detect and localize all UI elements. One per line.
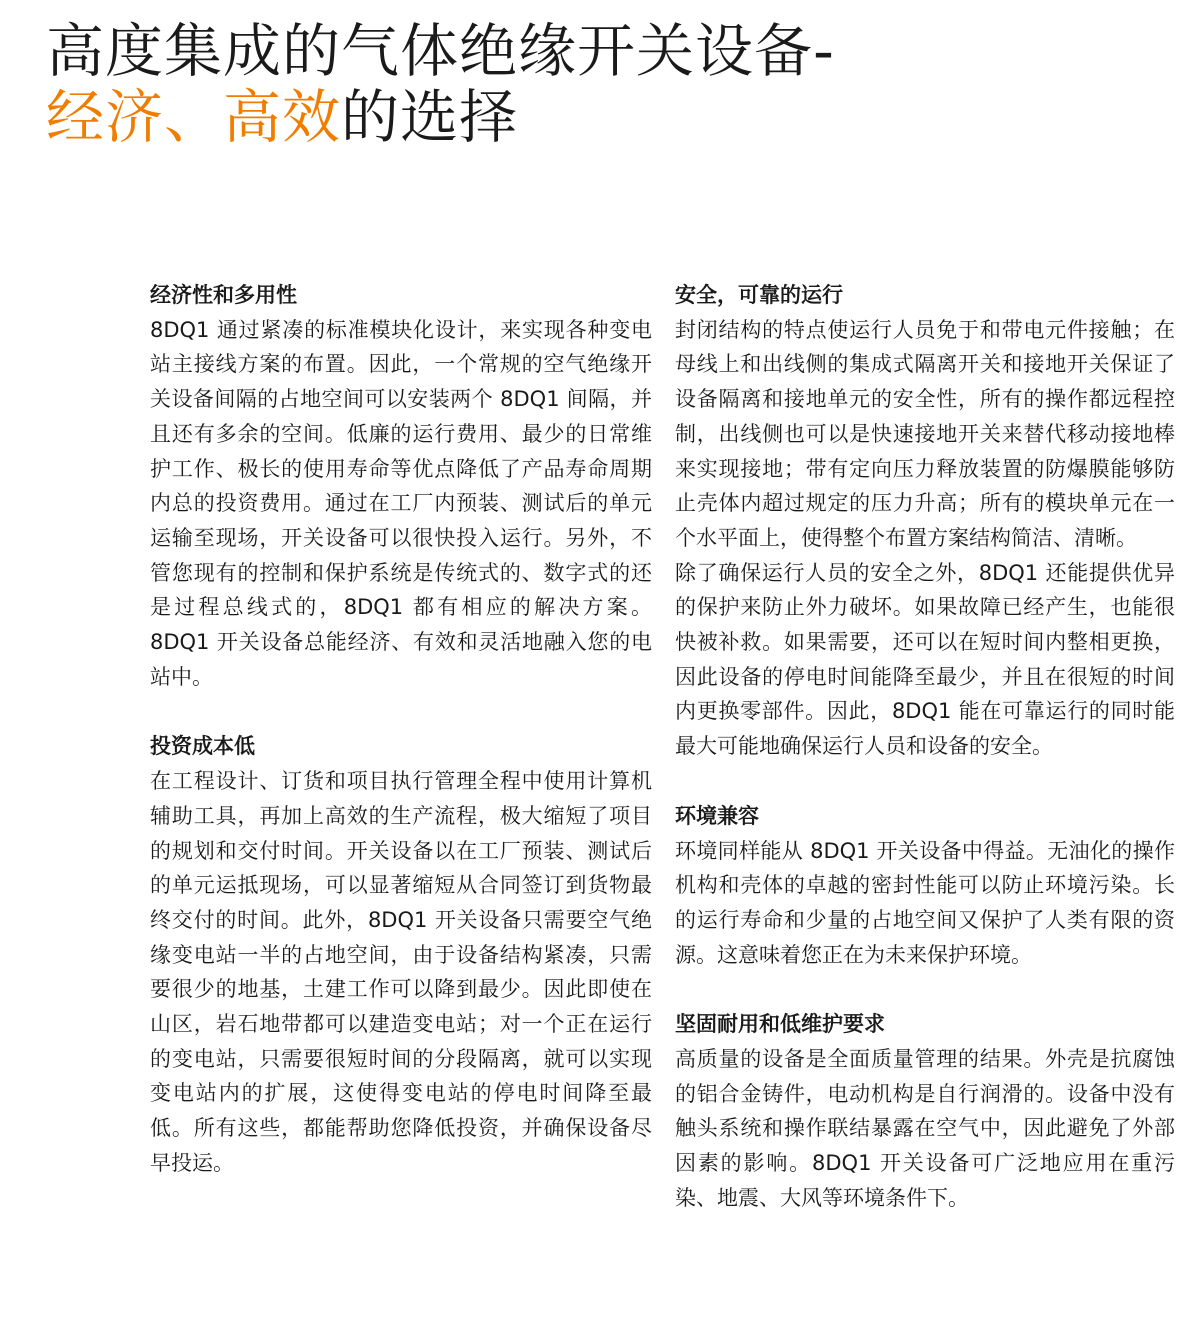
section-body [675,1042,1175,1216]
section-body [675,834,1175,973]
page-headline [46,18,835,150]
section-safe-reliable-operation [675,278,1175,764]
headline-line-1: 高度集成的气体绝缘开关设备- [46,17,835,85]
headline-accent-text: 经济、高效 [46,83,342,151]
body-paragraph: 封闭结构的特点使运行人员免于和带电元件接触；在母线上和出线侧的集成式隔离开关和接地开关保证了设备隔离和接地单元的安全性，所有的操作都远程控制，出线侧也可以是快速接地开关来替代移动接地棒来实现接地；带有定向压力释放装置的防爆膜能够防止壳体内超过规定的压力升高；所有的模块单元在一个水平面上，使得整个布置方案结构简洁、清晰。 [675,317,1175,550]
headline-line-2 [46,84,835,150]
section-body [675,313,1175,764]
section-body [150,764,652,1180]
section-durability-low-maintenance [675,1007,1175,1215]
section-environment-compatibility [675,799,1175,973]
section-heading: 环境兼容 [675,803,759,828]
body-paragraph: 高质量的设备是全面质量管理的结果。外壳是抗腐蚀的铝合金铸件，电动机构是自行润滑的。设备中没有触头系统和操作联结暴露在空气中，因此避免了外部因素的影响。8DQ1 开关设备可广泛地应用在重污染、地震、大风等环境条件下。 [675,1047,1175,1210]
left-column [150,278,652,1181]
right-column [675,278,1175,1216]
body-paragraph: 环境同样能从 8DQ1 开关设备中得益。无油化的操作机构和壳体的卓越的密封性能可以防止环境污染。长的运行寿命和少量的占地空间又保护了人类有限的资源。这意味着您正在为未来保护环境。 [675,838,1175,967]
section-heading: 安全，可靠的运行 [675,283,843,307]
headline-rest-text: 的选择 [341,83,519,151]
section-heading: 经济性和多用性 [150,283,297,307]
body-paragraph: 除了确保运行人员的安全之外，8DQ1 还能提供优异的保护来防止外力破坏。如果故障已经产生，也能很快被补救。如果需要，还可以在短时间内整相更换，因此设备的停电时间能降至最少，并且在很短的时间内更换零部件。因此，8DQ1 能在可靠运行的同时能最大可能地确保运行人员和设备的安全。 [675,560,1175,759]
body-paragraph: 8DQ1 通过紧凑的标准模块化设计，来实现各种变电站主接线方案的布置。因此，一个常规的空气绝缘开关设备间隔的占地空间可以安装两个 8DQ1 间隔，并且还有多余的空间。低廉的运行费用、最少的日常维护工作、极长的使用寿命等优点降低了产品寿命周期内总的投资费用。通过在工厂内预装、测试后的单元运输至现场，开关设备可以很快投入运行。另外，不管您现有的控制和保护系统是传统式的、数字式的还是过程总线式的，8DQ1 都有相应的解决方案。8DQ1 开关设备总能经济、有效和灵活地融入您的电站中。 [150,317,652,689]
section-heading: 投资成本低 [150,734,255,759]
body-paragraph: 在工程设计、订货和项目执行管理全程中使用计算机辅助工具，再加上高效的生产流程，极大缩短了项目的规划和交付时间。开关设备以在工厂预装、测试后的单元运抵现场，可以显著缩短从合同签订到货物最终交付的时间。此外，8DQ1 开关设备只需要空气绝缘变电站一半的占地空间，由于设备结构紧凑，只需要很少的地基，土建工作可以降到最少。因此即使在山区，岩石地带都可以建造变电站；对一个正在运行的变电站，只需要很短时间的分段隔离，就可以实现变电站内的扩展，这使得变电站的停电时间降至最低。所有这些，都能帮助您降低投资，并确保设备尽早投运。 [150,769,652,1175]
section-heading: 坚固耐用和低维护要求 [675,1012,885,1037]
section-low-investment [150,729,652,1180]
section-body [150,313,652,695]
section-economy-versatility [150,278,652,694]
